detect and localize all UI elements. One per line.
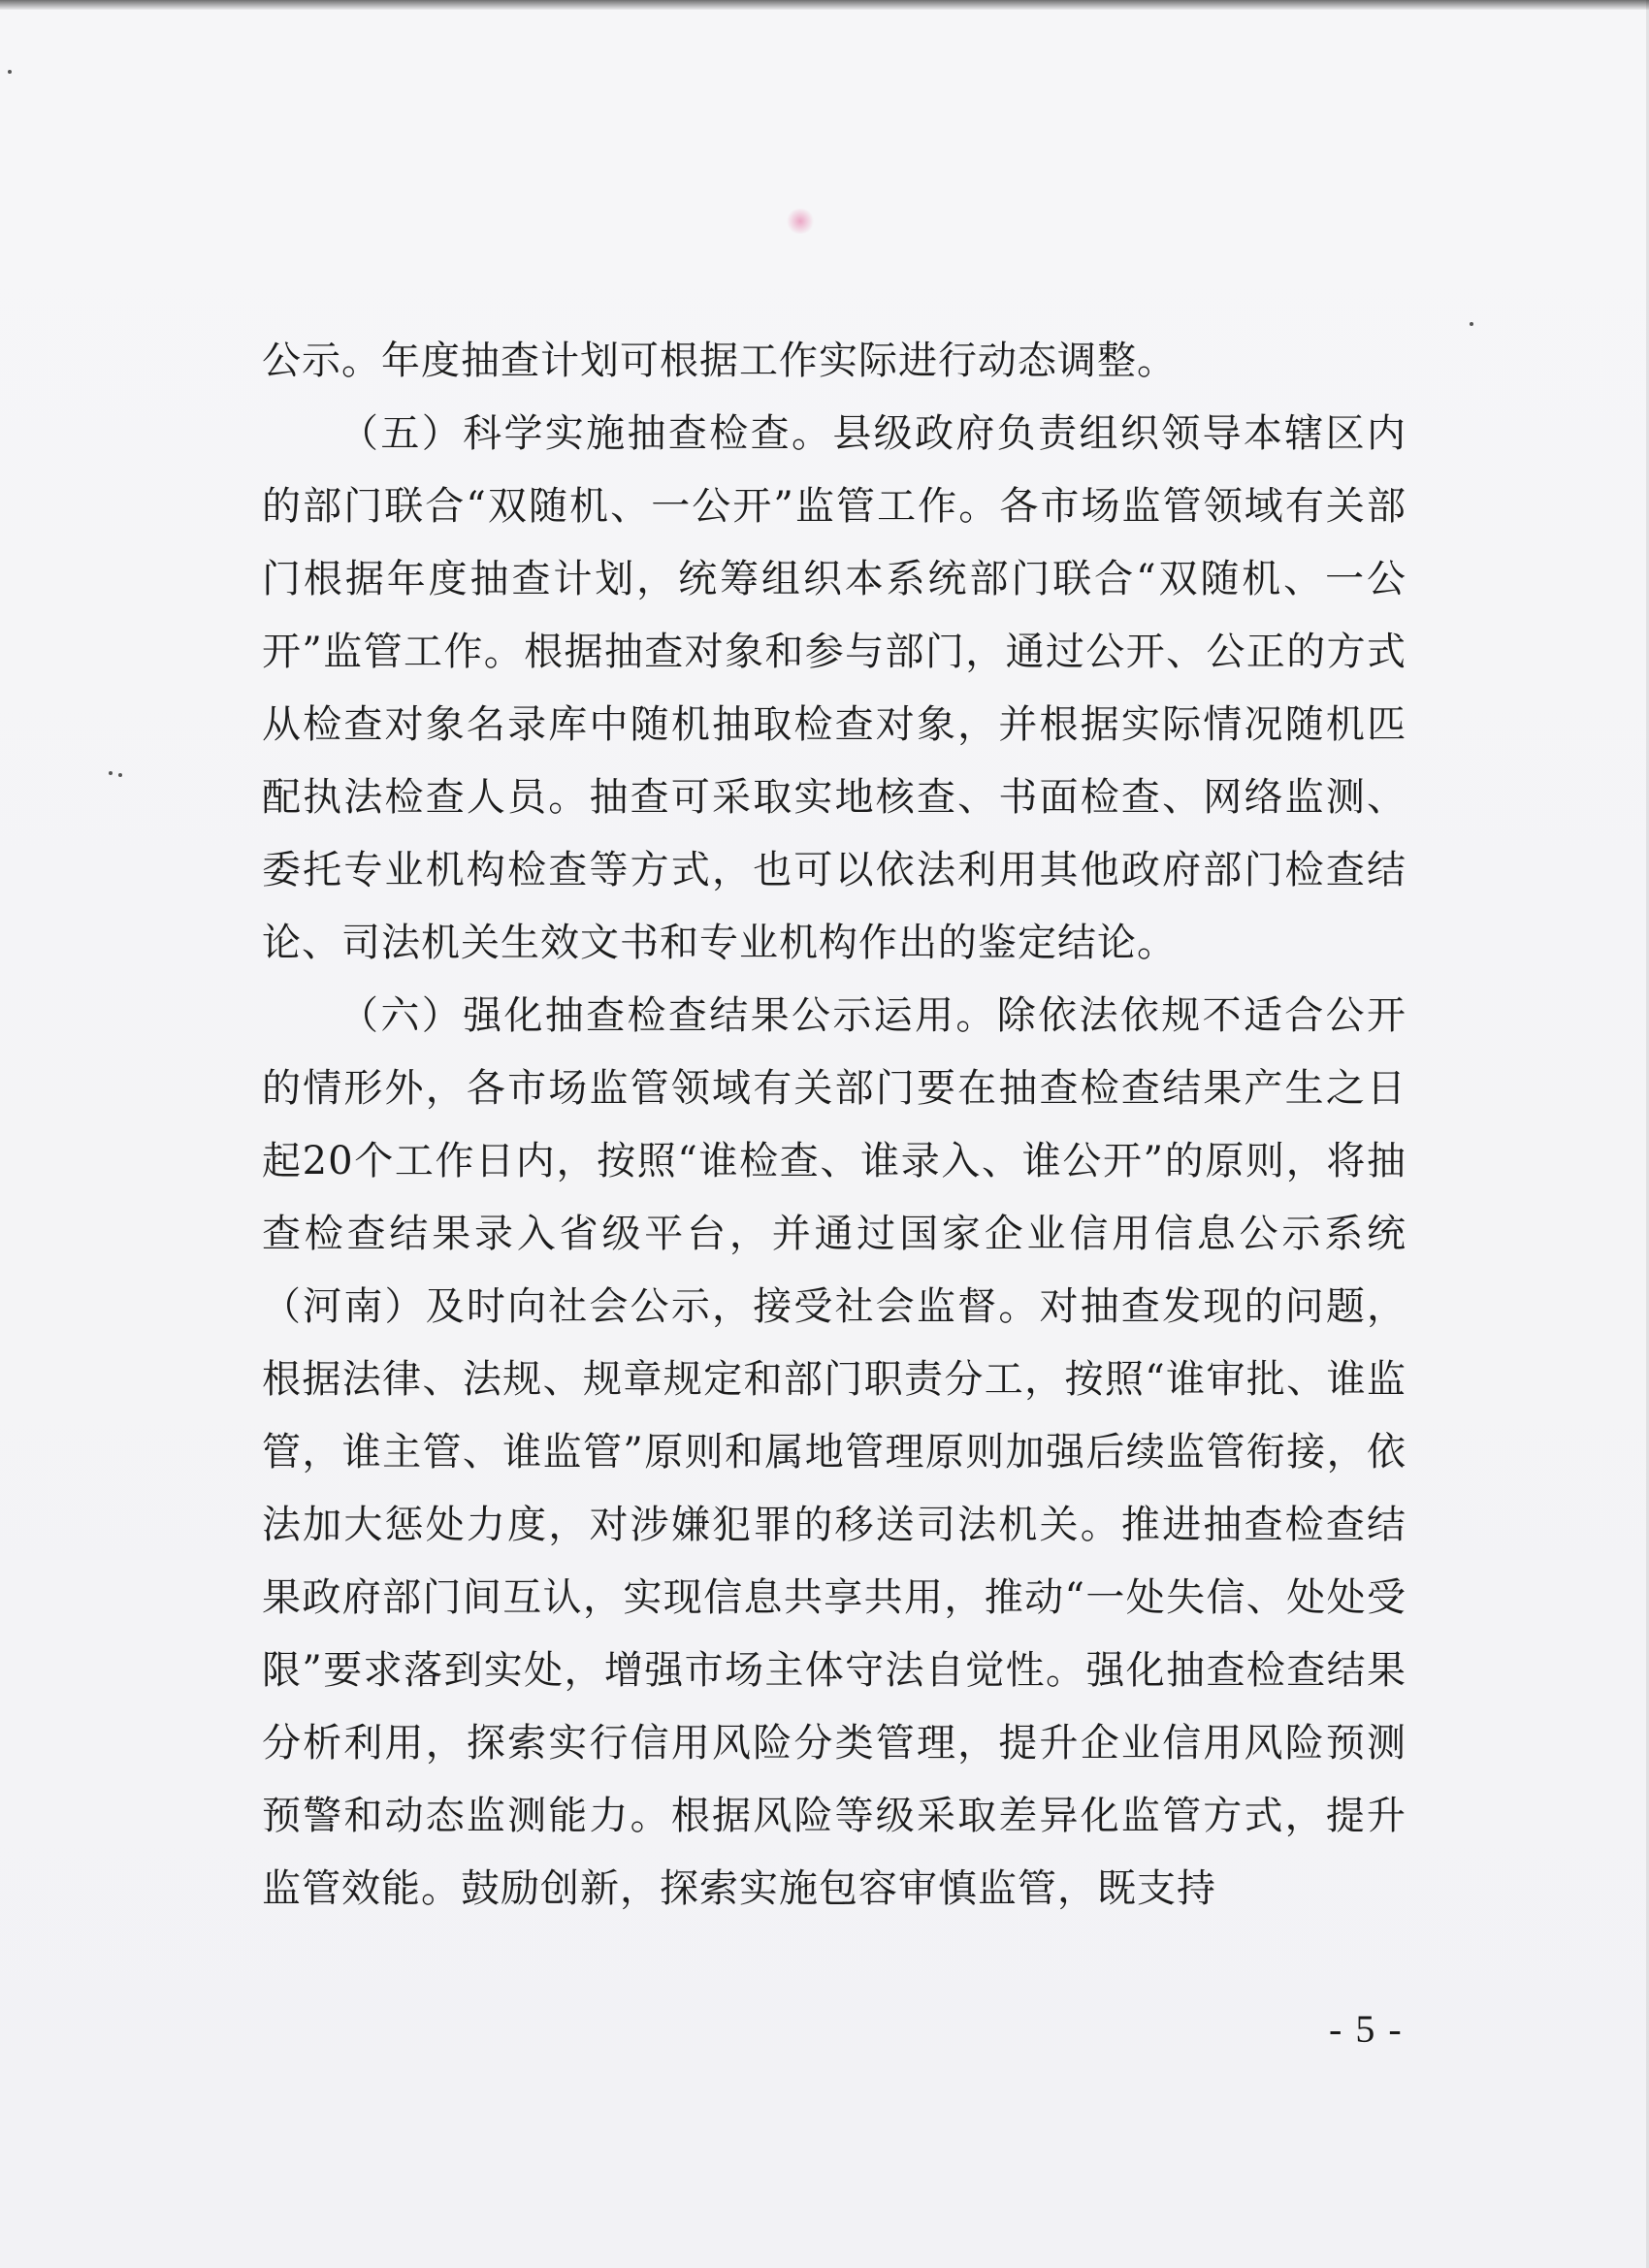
page-number: - 5 - <box>1329 2007 1404 2051</box>
paragraph-section-five: （五）科学实施抽查检查。县级政府负责组织领导本辖区内的部门联合“双随机、一公开”监管工作。各市场监管领域有关部门根据年度抽查计划，统筹组织本系统部门联合“双随机、一公开”监管工作。根据抽查对象和参与部门，通过公开、公正的方式从检查对象名录库中随机抽取检查对象，并根据实际情况随机匹配执法检查人员。抽查可采取实地核查、书面检查、网络监测、委托专业机构检查等方式，也可以依法利用其他政府部门检查结论、司法机关生效文书和专业机构作出的鉴定结论。 <box>262 411 1406 965</box>
scan-speck <box>109 771 113 775</box>
scan-speck <box>1470 322 1473 326</box>
scan-top-edge <box>0 0 1649 10</box>
paragraph-continuation: 公示。年度抽查计划可根据工作实际进行动态调整。 <box>262 339 1177 383</box>
pink-ink-smudge <box>786 209 815 234</box>
body-text <box>262 325 1406 1926</box>
paragraph-section-six: （六）强化抽查检查结果公示运用。除依法依规不适合公开的情形外，各市场监管领域有关部门要在抽查检查结果产生之日起20个工作日内，按照“谁检查、谁录入、谁公开”的原则，将抽查检查结果录入省级平台，并通过国家企业信用信息公示系统（河南）及时向社会公示，接受社会监督。对抽查发现的问题，根据法律、法规、规章规定和部门职责分工，按照“谁审批、谁监管，谁主管、谁监管”原则和属地管理原则加强后续监管衔接，依法加大惩处力度，对涉嫌犯罪的移送司法机关。推进抽查检查结果政府部门间互认，实现信息共享共用，推动“一处失信、处处受限”要求落到实处，增强市场主体守法自觉性。强化抽查检查结果分析利用，探索实行信用风险分类管理，提升企业信用风险预测预警和动态监测能力。根据风险等级采取差异化监管方式，提升监管效能。鼓励创新，探索实施包容审慎监管，既支持 <box>262 993 1406 1911</box>
scan-speck <box>118 773 122 777</box>
scan-speck <box>8 70 12 74</box>
